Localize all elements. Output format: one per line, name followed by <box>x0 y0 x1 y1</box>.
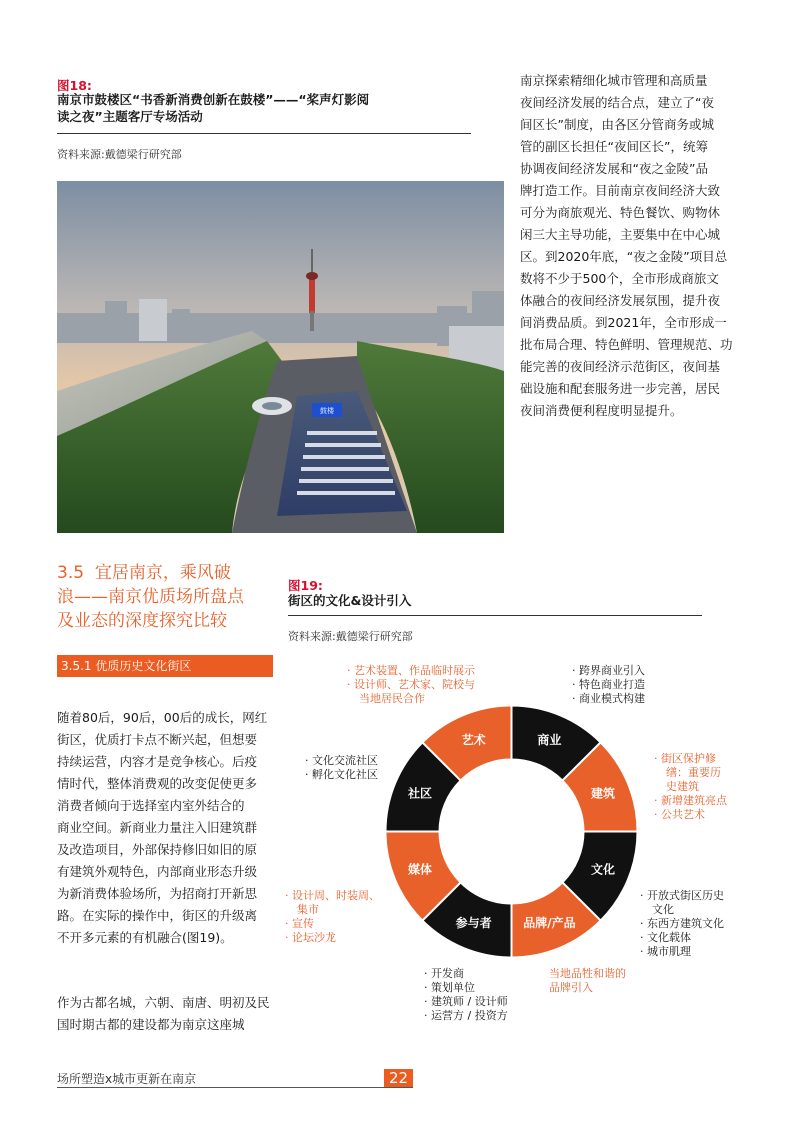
section-heading <box>57 561 277 633</box>
right-line: 闲三大主导功能，主要集中在中心城 <box>520 227 721 242</box>
right-line: 间区长”制度，由各区分管商务或城 <box>520 117 714 132</box>
note-culture-line: 文化 <box>652 903 674 916</box>
left-column-text <box>57 707 271 949</box>
right-line: 数将不少于500个，全市形成商旅文 <box>520 271 719 286</box>
note-architecture-line: 史建筑 <box>666 780 699 793</box>
note-media-line: · 宣传 <box>285 917 314 930</box>
fig19-label: 图19: <box>288 578 323 593</box>
right-line: 管的副区长担任“夜间区长”，统筹 <box>520 139 708 154</box>
donut-segment-label: 参与者 <box>455 915 492 930</box>
note-community-line: · 文化交流社区 <box>305 754 378 767</box>
right-line: 夜间消费便利程度明显提升。 <box>520 403 683 418</box>
note-community-line: · 孵化文化社区 <box>305 768 378 781</box>
section-title-line2: 浪——南京优质场所盘点 <box>57 587 244 607</box>
fig18-title-line1: 南京市鼓楼区“书香新消费创新在鼓楼”——“桨声灯影阅 <box>57 92 370 107</box>
fig18-title <box>57 91 477 125</box>
note-art-line: · 艺术装置、作品临时展示 <box>347 664 475 677</box>
right-line: 牌打造工作。目前南京夜间经济大致 <box>520 183 721 198</box>
note-architecture-line: · 街区保护修 <box>654 752 716 765</box>
left-line: 持续运营，内容才是竞争核心。后疫 <box>57 754 258 769</box>
left-line: 随着80后，90后，00后的成长，网红 <box>57 710 268 725</box>
note-art <box>347 664 537 706</box>
note-architecture-line: 缮：重要历 <box>666 766 721 779</box>
left-line: 街区，优质打卡点不断兴起，但想要 <box>57 732 258 747</box>
note-media-line: 集市 <box>297 903 319 916</box>
fig18-label: 图18: <box>57 78 92 93</box>
note-brand <box>549 967 659 995</box>
donut-diagram <box>385 705 638 958</box>
right-line: 南京探索精细化城市管理和高质量 <box>520 73 708 88</box>
left-line: 消费者倾向于选择室内室外结合的 <box>57 798 245 813</box>
note-art-line: 当地居民合作 <box>359 692 425 705</box>
note-culture-line: · 东西方建筑文化 <box>640 917 724 930</box>
donut-segment-label: 品牌/产品 <box>523 915 576 930</box>
right-line: 可分为商旅观光、特色餐饮、购物休 <box>520 205 721 220</box>
fig19-source: 资料来源:戴德梁行研究部 <box>288 630 413 643</box>
left-line: 不开多元素的有机融合(图19)。 <box>57 930 233 945</box>
note-participants-line: · 开发商 <box>424 967 464 980</box>
note-architecture-line: · 新增建筑亮点 <box>654 794 727 807</box>
note-commerce-line: · 跨界商业引入 <box>572 664 645 677</box>
left-line: 为新消费体验场所，为招商打开新思 <box>57 886 258 901</box>
note-community <box>305 754 405 782</box>
note-brand-line: 当地品牲和谐的 <box>549 967 626 980</box>
fig18-source: 资料来源:戴德梁行研究部 <box>57 148 182 161</box>
donut-segment-label: 艺术 <box>461 733 486 748</box>
subsection-bar: 3.5.1 优质历史文化街区 <box>57 655 273 677</box>
section-title-line3: 及业态的深度探究比较 <box>57 611 227 631</box>
note-culture <box>640 889 750 959</box>
note-culture-line: · 文化载体 <box>640 931 691 944</box>
section-title-line1: 宜居南京，乘风破 <box>94 563 231 583</box>
donut-segment-label: 媒体 <box>408 862 433 877</box>
footer-title: 场所塑造x城市更新在南京 <box>57 1072 197 1086</box>
note-participants <box>424 967 554 1023</box>
note-commerce <box>572 664 712 706</box>
fig18-rule <box>57 133 471 134</box>
left-line: 作为古都名城，六朝、南唐、明初及民 <box>57 995 270 1010</box>
left-column-text-2 <box>57 992 271 1036</box>
donut-segment-label: 建筑 <box>590 786 615 801</box>
left-line: 情时代，整体消费观的改变促使更多 <box>57 776 258 791</box>
footer-rule <box>57 1087 413 1088</box>
page-number: 22 <box>384 1069 413 1087</box>
note-participants-line: · 运营方 / 投资方 <box>424 1009 508 1022</box>
note-participants-line: · 建筑师 / 设计师 <box>424 995 508 1008</box>
note-media <box>285 889 395 945</box>
fig19-rule <box>288 615 702 616</box>
note-culture-line: · 开放式街区历史 <box>640 889 724 902</box>
note-art-line: · 设计师、艺术家、院校与 <box>347 678 475 691</box>
note-architecture-line: · 公共艺术 <box>654 808 705 821</box>
note-brand-line: 品牌引入 <box>549 981 593 994</box>
note-commerce-line: · 特色商业打造 <box>572 678 645 691</box>
left-line: 商业空间。新商业力量注入旧建筑群 <box>57 820 258 835</box>
right-line: 协调夜间经济发展和“夜之金陵”品 <box>520 161 708 176</box>
donut-segment-label: 社区 <box>408 786 433 801</box>
right-line: 间消费品质。到2021年，全市形成一 <box>520 315 727 330</box>
right-line: 区。到2020年底，“夜之金陵”项目总 <box>520 249 728 264</box>
stage-banner-text: 鼓楼 <box>320 407 334 415</box>
right-column-text <box>520 70 740 422</box>
right-line: 批布局合理、特色鲜明、管理规范、功 <box>520 337 733 352</box>
note-architecture <box>654 752 744 822</box>
fig19-title: 街区的文化&设计引入 <box>288 593 412 608</box>
note-culture-line: · 城市肌理 <box>640 945 691 958</box>
left-line: 国时期古都的建设都为南京这座城 <box>57 1017 245 1032</box>
note-media-line: · 设计周、时装周、 <box>285 889 380 902</box>
left-line: 路。在实际的操作中，街区的升级离 <box>57 908 258 923</box>
note-media-line: · 论坛沙龙 <box>285 931 336 944</box>
fig18-title-line2: 读之夜”主题客厅专场活动 <box>57 109 203 124</box>
right-line: 础设施和配套服务进一步完善，居民 <box>520 381 721 396</box>
section-number: 3.5 <box>57 563 85 583</box>
note-commerce-line: · 商业模式构建 <box>572 692 645 705</box>
right-line: 体融合的夜间经济发展氛围，提升夜 <box>520 293 721 308</box>
note-participants-line: · 策划单位 <box>424 981 475 994</box>
left-line: 有建筑外观特色，内部商业形态升级 <box>57 864 258 879</box>
right-line: 能完善的夜间经济示范街区，夜间基 <box>520 359 721 374</box>
right-line: 夜间经济发展的结合点，建立了“夜 <box>520 95 714 110</box>
section-heading-line1 <box>57 561 277 585</box>
left-line: 及改造项目，外部保持修旧如旧的原 <box>57 842 258 857</box>
donut-segment-label: 商业 <box>537 733 562 748</box>
donut-segment-label: 文化 <box>590 862 615 877</box>
nanjing-night-photo <box>57 181 504 533</box>
